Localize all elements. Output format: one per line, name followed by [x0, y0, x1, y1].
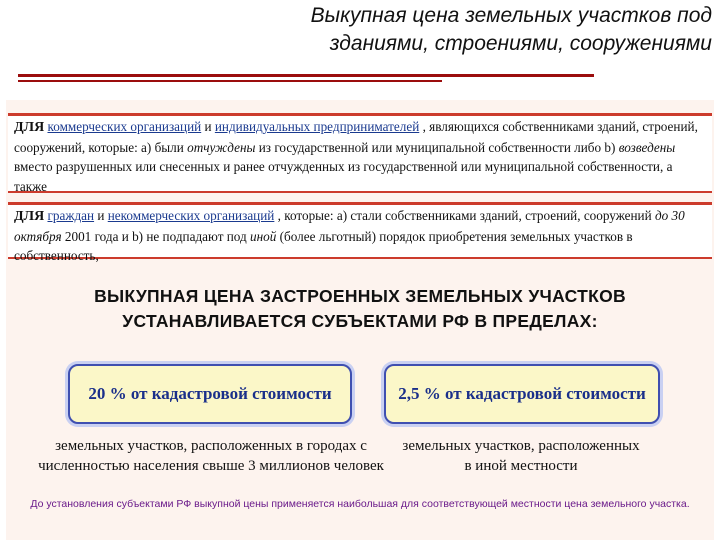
row-emphasis: до 30 октября [14, 208, 685, 244]
rate-caption-large-cities [36, 436, 386, 476]
caption-line: земельных участков, расположенных в городах с [55, 438, 367, 454]
eligibility-row-commercial [8, 113, 712, 193]
row-emphasis: отчуждены [187, 139, 256, 155]
price-heading-line1: ВЫКУПНАЯ ЦЕНА ЗАСТРОЕННЫХ ЗЕМЕЛЬНЫХ УЧАСТКОВ [94, 286, 626, 306]
row-text: вместо разрушенных или снесенных и ранее отчужденных из государственной или муниципальной собственности, а также [14, 159, 673, 194]
rate-box-other-areas [384, 364, 660, 424]
title-underline-short [18, 80, 442, 82]
price-heading [6, 284, 714, 334]
rate-caption-other-areas [386, 436, 656, 476]
slide-title [152, 2, 712, 58]
row-emphasis: иной [250, 228, 277, 244]
rate-box-label: 20 % от кадастровой стоимости [88, 384, 332, 403]
content-panel [6, 100, 714, 540]
link-citizens[interactable]: граждан [47, 208, 95, 223]
link-commercial-organizations[interactable]: коммерческих организаций [47, 119, 202, 134]
footnote: До установления субъектами РФ выкупной цены применяется наибольшая для соответствующей местности цена земельного участка. [30, 498, 690, 510]
row-text: из государственной или муниципальной собственности либо b) [258, 139, 619, 155]
row-text: и [204, 119, 215, 134]
rate-box-label: 2,5 % от кадастровой стоимости [398, 384, 646, 403]
slide-title-line1: Выкупная цена земельных участков под [310, 4, 712, 27]
caption-line: в иной местности [464, 458, 578, 474]
slide-title-line2: зданиями, строениями, сооружениями [329, 32, 712, 55]
row-emphasis: возведены [618, 139, 676, 155]
row-text: , являющихся собственниками зданий, строений, сооружений, которые: а) были [14, 119, 698, 155]
link-individual-entrepreneurs[interactable]: индивидуальных предпринимателей [214, 119, 420, 134]
row-text: и [97, 208, 108, 223]
row-text: (более льготный) порядок приобретения земельных участков в собственность, [14, 228, 633, 263]
title-underline-long [18, 74, 594, 77]
row-lead: ДЛЯ [14, 120, 45, 135]
price-heading-line2: УСТАНАВЛИВАЕТСЯ СУБЪЕКТАМИ РФ В ПРЕДЕЛАХ: [122, 311, 598, 331]
caption-line: численностью населения свыше 3 миллионов человек [38, 458, 384, 474]
row-lead: ДЛЯ [14, 209, 45, 224]
row-text: , которые: а) стали собственниками зданий, строений, сооружений [277, 208, 655, 223]
link-noncommercial-organizations[interactable]: некоммерческих организаций [107, 208, 275, 223]
caption-line: земельных участков, расположенных [402, 438, 640, 454]
rate-box-large-cities [68, 364, 352, 424]
eligibility-row-citizens [8, 202, 712, 263]
row-text: 2001 года и b) не подпадают под [64, 228, 251, 244]
